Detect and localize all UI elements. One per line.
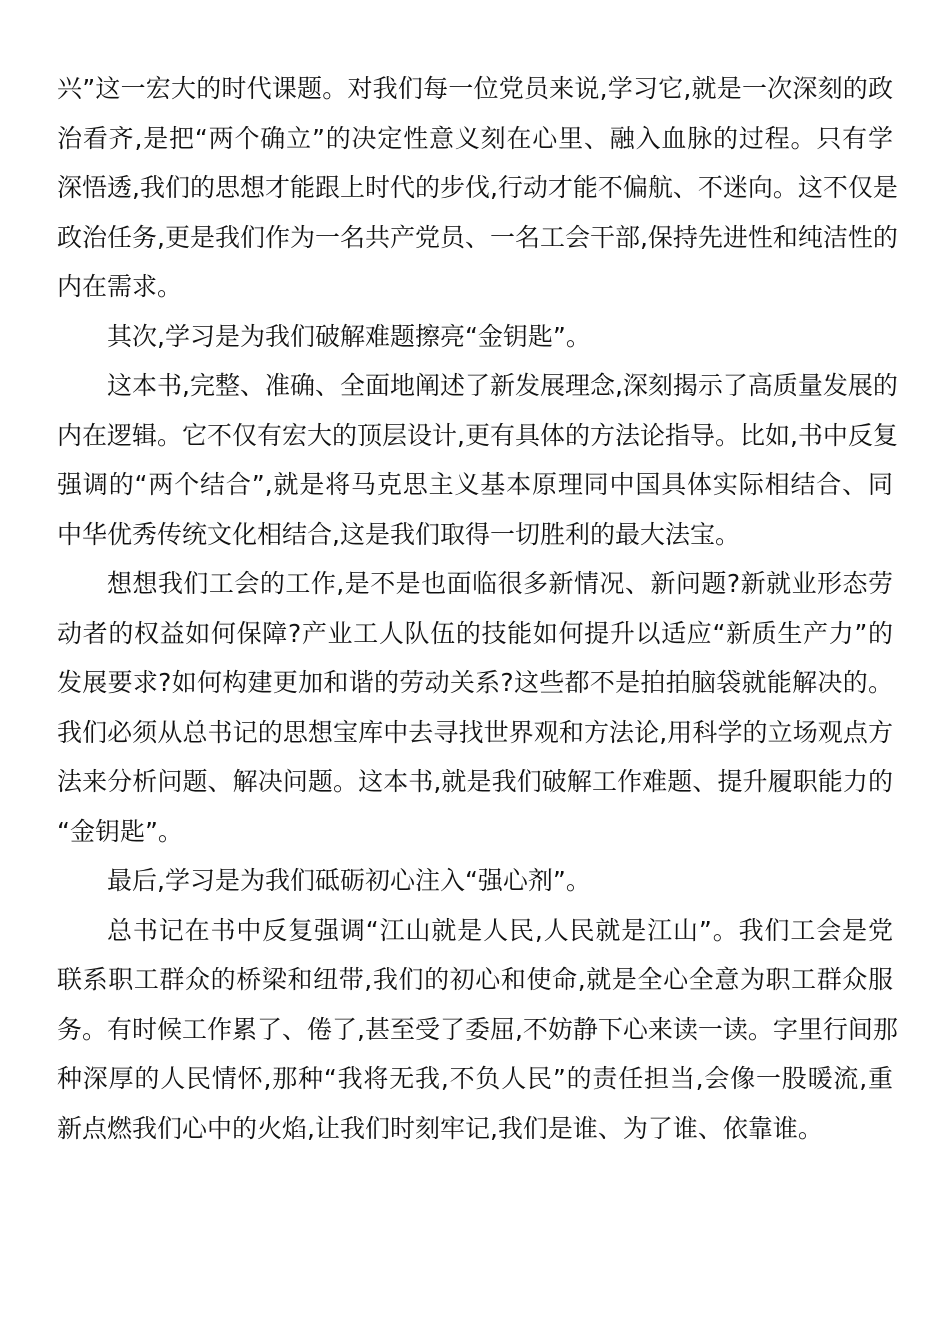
text-line: 想想我们工会的工作,是不是也面临很多新情况、新问题?新就业形态劳: [107, 569, 893, 598]
text-line: 我们必须从总书记的思想宝库中去寻找世界观和方法论,用科学的立场观点方: [57, 717, 893, 747]
text-line: “金钥匙”。: [57, 816, 183, 846]
text-line: 法来分析问题、解决问题。这本书,就是我们破解工作难题、提升履职能力的: [57, 767, 893, 796]
text-line: 中华优秀传统文化相结合,这是我们取得一切胜利的最大法宝。: [57, 519, 740, 549]
section-heading: 其次,学习是为我们破解难题擦亮“金钥匙”。: [107, 321, 591, 351]
text-line: 内在需求。: [57, 272, 183, 301]
text-line: 深悟透,我们的思想才能跟上时代的步伐,行动才能不偏航、不迷向。这不仅是: [57, 173, 898, 202]
text-line: 联系职工群众的桥梁和纽带,我们的初心和使命,就是全心全意为职工群众服: [57, 965, 893, 994]
text-line: 种深厚的人民情怀,那种“我将无我,不负人民”的责任担当,会像一股暖流,重: [57, 1064, 893, 1093]
text-line: 强调的“两个结合”,就是将马克思主义基本原理同中国具体实际相结合、同: [57, 470, 893, 499]
document-body: [57, 64, 898, 1153]
text-line: 这本书,完整、准确、全面地阐述了新发展理念,深刻揭示了高质量发展的: [107, 371, 898, 400]
text-line: 治看齐,是把“两个确立”的决定性意义刻在心里、融入血脉的过程。只有学: [57, 123, 893, 153]
text-line: 政治任务,更是我们作为一名共产党员、一名工会干部,保持先进性和纯洁性的: [57, 222, 898, 252]
text-line: 总书记在书中反复强调“江山就是人民,人民就是江山”。我们工会是党: [107, 915, 893, 945]
text-line: 动者的权益如何保障?产业工人队伍的技能如何提升以适应“新质生产力”的: [57, 618, 893, 648]
text-line: 兴”这一宏大的时代课题。对我们每一位党员来说,学习它,就是一次深刻的政: [57, 74, 893, 103]
text-line: 发展要求?如何构建更加和谐的劳动关系?这些都不是拍拍脑袋就能解决的。: [57, 668, 893, 697]
text-line: 新点燃我们心中的火焰,让我们时刻牢记,我们是谁、为了谁、依靠谁。: [57, 1113, 823, 1143]
text-line: 内在逻辑。它不仅有宏大的顶层设计,更有具体的方法论指导。比如,书中反复: [57, 420, 898, 450]
text-line: 务。有时候工作累了、倦了,甚至受了委屈,不妨静下心来读一读。字里行间那: [57, 1014, 898, 1044]
section-heading: 最后,学习是为我们砥砺初心注入“强心剂”。: [107, 866, 591, 895]
